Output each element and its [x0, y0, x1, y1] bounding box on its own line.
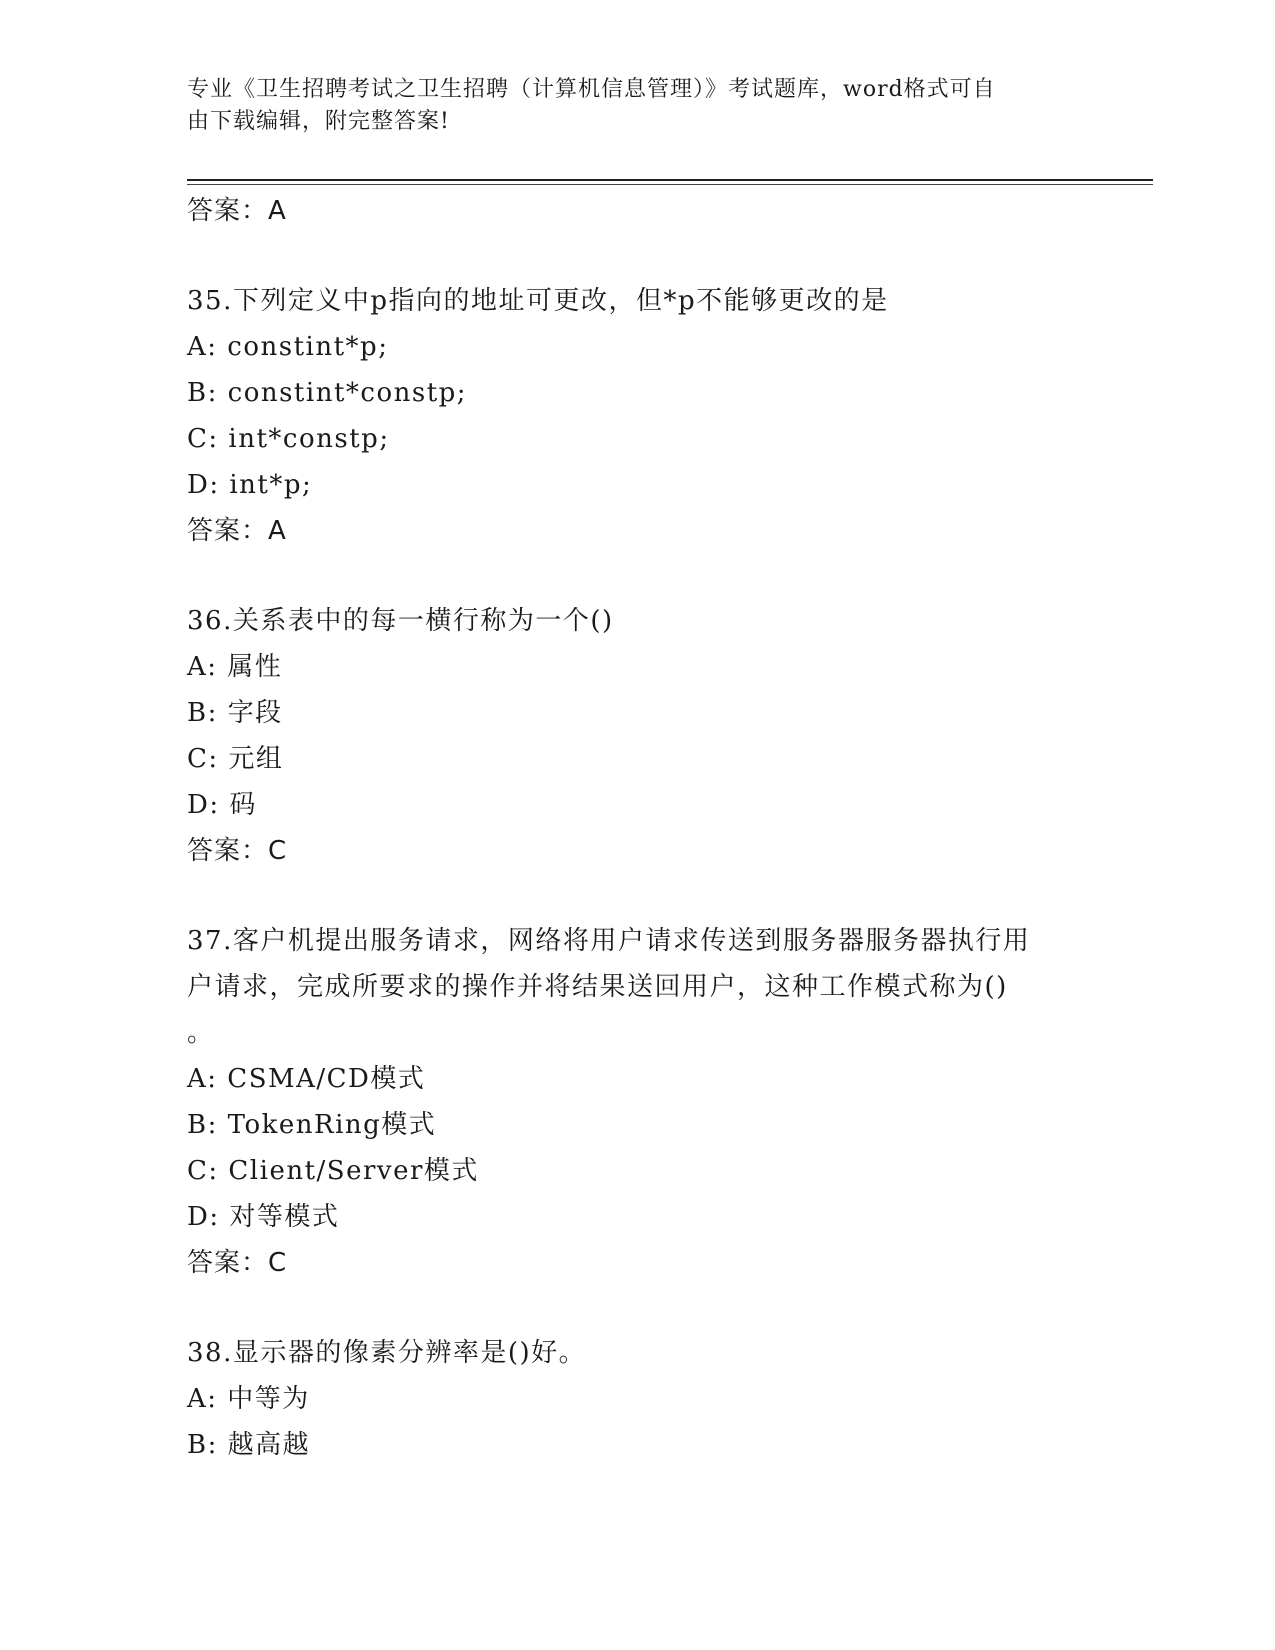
question-stem: 36.关系表中的每一横行称为一个()	[187, 606, 614, 636]
option-c: C: int*constp;	[187, 424, 390, 454]
option-b: B: TokenRing模式	[187, 1110, 437, 1140]
question-35	[187, 278, 1087, 554]
question-stem-line-2: 户请求，完成所要求的操作并将结果送回用户，这种工作模式称为()	[187, 972, 1008, 1002]
answer-line: 答案：A	[187, 516, 287, 546]
question-stem-line-3: 。	[187, 1018, 215, 1048]
option-c: C: Client/Server模式	[187, 1156, 479, 1186]
document-header	[187, 74, 1067, 138]
option-b: B: constint*constp;	[187, 378, 468, 408]
question-38	[187, 1330, 1087, 1468]
header-divider-thin	[187, 184, 1153, 185]
question-36	[187, 598, 1087, 874]
answer-line: 答案：C	[187, 1248, 288, 1278]
header-divider-thick	[187, 179, 1153, 181]
header-line-2: 由下载编辑，附完整答案!	[187, 109, 450, 134]
question-stem: 38.显示器的像素分辨率是()好。	[187, 1338, 587, 1368]
option-d: D: 对等模式	[187, 1202, 340, 1232]
question-stem-line-1: 37.客户机提出服务请求，网络将用户请求传送到服务器服务器执行用	[187, 926, 1031, 956]
answer-line: 答案：A	[187, 196, 287, 226]
header-line-1: 专业《卫生招聘考试之卫生招聘（计算机信息管理）》考试题库，word格式可自	[187, 77, 996, 102]
option-b: B: 越高越	[187, 1430, 311, 1460]
document-body	[187, 188, 1087, 1468]
question-37	[187, 918, 1087, 1286]
option-c: C: 元组	[187, 744, 284, 774]
option-b: B: 字段	[187, 698, 283, 728]
option-a: A: 属性	[187, 652, 283, 682]
option-a: A: CSMA/CD模式	[187, 1064, 426, 1094]
option-a: A: constint*p;	[187, 332, 389, 362]
option-a: A: 中等为	[187, 1384, 310, 1414]
answer-line: 答案：C	[187, 836, 288, 866]
question-stem: 35.下列定义中p指向的地址可更改，但*p不能够更改的是	[187, 286, 889, 316]
option-d: D: 码	[187, 790, 257, 820]
option-d: D: int*p;	[187, 470, 313, 500]
